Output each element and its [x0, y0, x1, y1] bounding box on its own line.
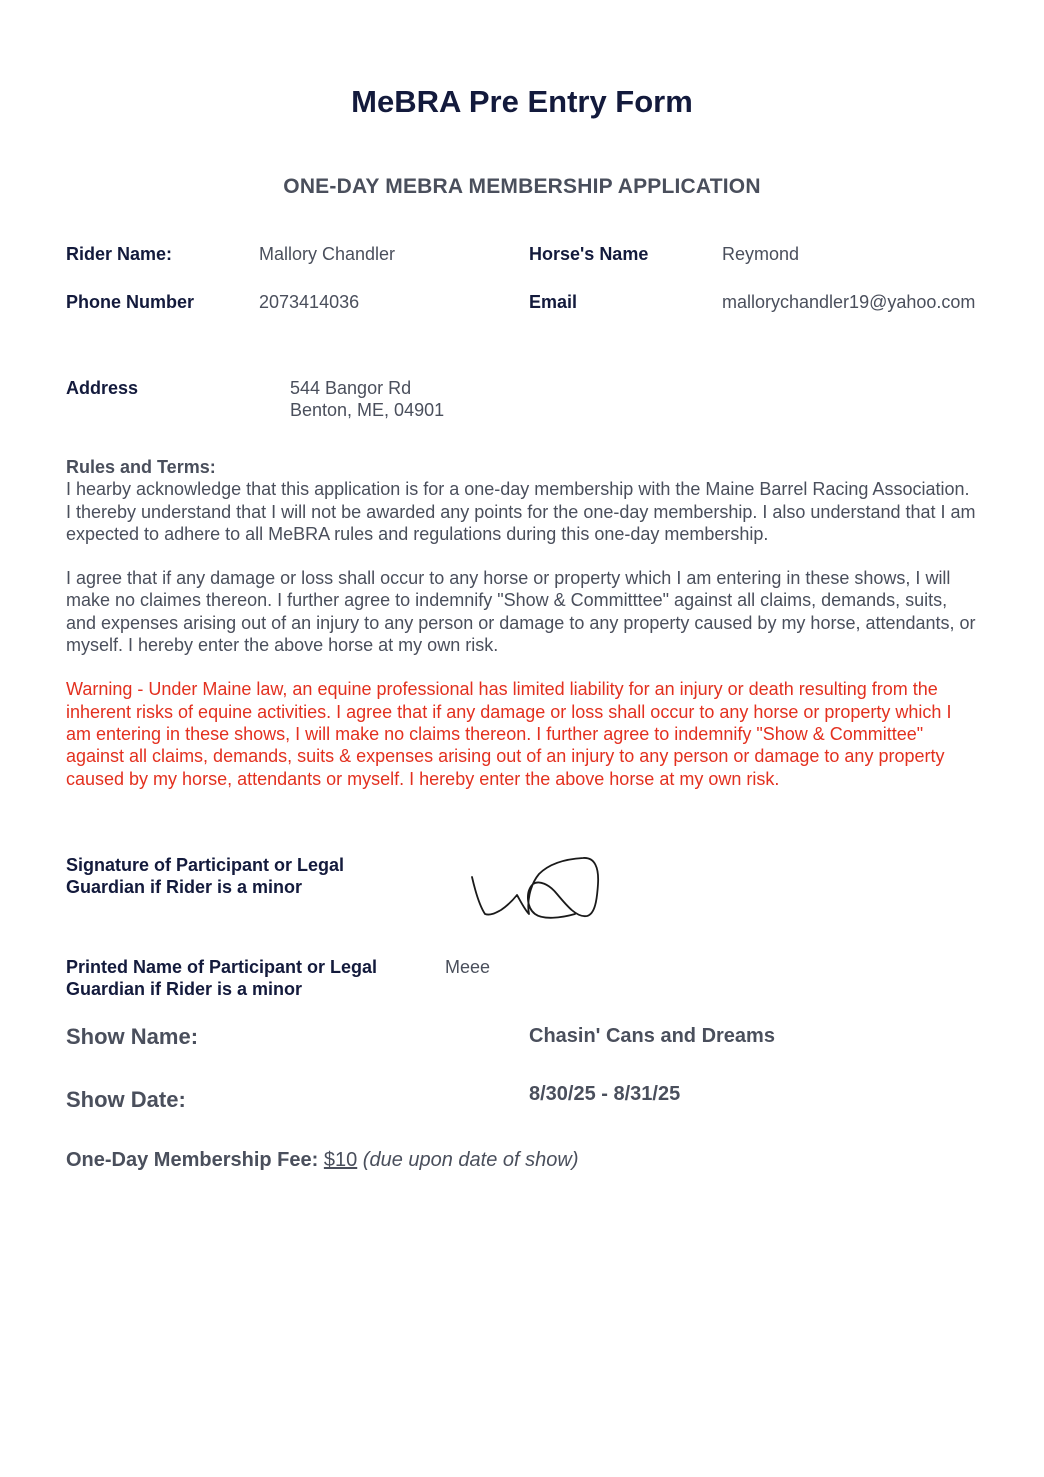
terms-paragraph-1: I hearby acknowledge that this application is for a one-day membership with the Maine Barrel Racing Association. I thereby understand that I will not be awarded any points for the one-day membership. I also understand that I am expected to adhere to all MeBRA rules and regulations during this one-day membership.	[66, 479, 976, 544]
show-name-label: Show Name:	[66, 1024, 199, 1049]
printed-name-label-line1: Printed Name of Participant or Legal	[66, 957, 378, 977]
fee-amount: $10	[323, 1149, 358, 1171]
show-name-value: Chasin' Cans and Dreams	[529, 1025, 775, 1047]
show-date-value: 8/30/25 - 8/31/25	[529, 1083, 681, 1105]
email-value: mallorychandler19@yahoo.com	[722, 292, 976, 312]
signature-label-line1: Signature of Participant or Legal	[66, 855, 345, 875]
signature-image	[465, 850, 605, 925]
rider-name-label: Rider Name:	[66, 244, 173, 264]
membership-fee	[66, 1149, 579, 1172]
address-label: Address	[66, 378, 139, 398]
printed-name-value: Meee	[445, 957, 491, 977]
fee-label: One-Day Membership Fee:	[66, 1149, 319, 1171]
terms-heading: Rules and Terms:	[66, 457, 216, 477]
signature-stroke	[472, 858, 598, 918]
show-date-label: Show Date:	[66, 1087, 186, 1112]
phone-value: 2073414036	[259, 292, 360, 312]
horse-name-value: Reymond	[722, 244, 800, 264]
email-label: Email	[529, 292, 578, 312]
signature-label	[66, 854, 344, 898]
rider-name-value: Mallory Chandler	[259, 244, 396, 264]
address-line2: Benton, ME, 04901	[290, 400, 445, 420]
rules-and-terms	[66, 456, 978, 790]
horse-name-label: Horse's Name	[529, 244, 649, 264]
printed-name-label-line2: Guardian if Rider is a minor	[66, 979, 303, 999]
address-line1: 544 Bangor Rd	[290, 378, 412, 398]
fee-note: (due upon date of show)	[362, 1149, 579, 1171]
form-title: MeBRA Pre Entry Form	[351, 84, 693, 119]
warning-paragraph: Warning - Under Maine law, an equine professional has limited liability for an injury or death resulting from the inherent risks of equine activities. I agree that if any damage or loss shall occur to any horse or property which I am entering in these shows, I will make no claims thereon. I further agree to indemnify "Show & Committee" against all claims, demands, suits & expenses arising out of an injury to any person or damage to any property caused by my horse, attendants or myself. I hereby enter the above horse at my own risk.	[66, 679, 952, 789]
terms-paragraph-2: I agree that if any damage or loss shall occur to any horse or property which I am entering in these shows, I will make no claimes thereon. I further agree to indemnify "Show & Committtee" against all claims, demands, suits, and expenses arising out of an injury to any person or damage to any property caused by my horse, attendants, or myself. I hereby enter the above horse at my own risk.	[66, 568, 976, 656]
phone-label: Phone Number	[66, 292, 195, 312]
printed-name-label	[66, 956, 377, 1000]
signature-label-line2: Guardian if Rider is a minor	[66, 877, 303, 897]
form-subtitle: ONE-DAY MEBRA MEMBERSHIP APPLICATION	[283, 175, 761, 198]
